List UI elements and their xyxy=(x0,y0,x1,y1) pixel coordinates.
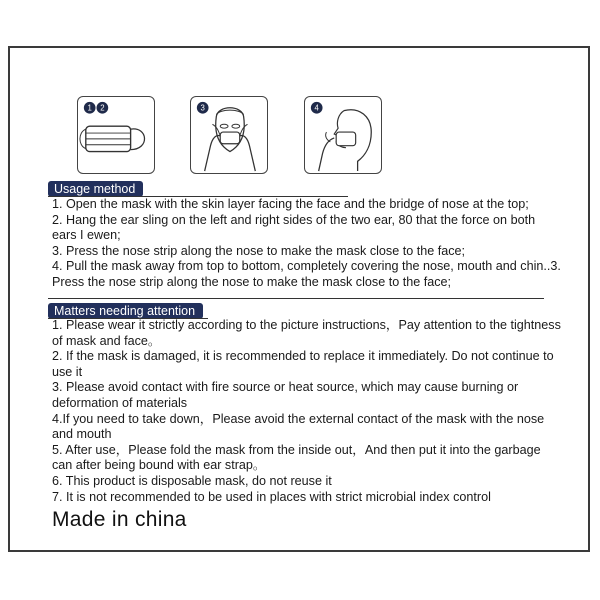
section-divider xyxy=(48,298,544,299)
list-item: 4. Pull the mask away from top to bottom, completely covering the nose, mouth and chin..3. Press the nose strip along the nose to make the mask close to the face; xyxy=(52,259,561,289)
attention-list xyxy=(52,318,562,505)
list-item: 6. This product is disposable mask, do not reuse it xyxy=(52,473,332,488)
hook-ear-loops-icon xyxy=(191,97,267,173)
list-item: 2. Hang the ear sling on the left and right sides of the two ear, 80 that the force on both ears I ewen; xyxy=(52,212,536,243)
list-item: 1. Please wear it strictly according to the picture instructions，Pay attention to the tightness of mask and face。 xyxy=(52,318,561,348)
press-nose-strip-icon xyxy=(305,97,381,173)
folded-mask-icon xyxy=(78,97,154,173)
list-item: 5. After use，Please fold the mask from the inside out，And then put it into the garbage can after being bound with ear strap。 xyxy=(52,442,541,473)
made-in-label: Made in china xyxy=(52,508,187,531)
list-item: 1. Open the mask with the skin layer facing the face and the bridge of nose at the top; xyxy=(52,197,529,211)
list-item: 4.If you need to take down，Please avoid the external contact of the mask with the nose and mouth xyxy=(52,411,545,442)
svg-text:1: 1 xyxy=(87,103,92,113)
usage-method-heading: Usage method xyxy=(48,181,143,197)
svg-text:3: 3 xyxy=(200,103,205,113)
step-4-illustration xyxy=(304,96,382,174)
attention-heading: Matters needing attention xyxy=(48,303,203,319)
list-item: 7. It is not recommended to be used in places with strict microbial index control xyxy=(52,489,491,504)
svg-text:4: 4 xyxy=(314,103,319,113)
list-item: 3. Please avoid contact with fire source or heat source, which may cause burning or deformation of materials xyxy=(52,380,519,410)
svg-text:2: 2 xyxy=(100,103,105,113)
step-3-illustration xyxy=(190,96,268,174)
usage-method-list xyxy=(52,197,562,291)
list-item: 2. If the mask is damaged, it is recommended to replace it immediately. Do not continue to use it xyxy=(52,349,554,379)
list-item: 3. Press the nose strip along the nose to make the mask close to the face; xyxy=(52,243,466,258)
step-1-2-illustration xyxy=(77,96,155,174)
